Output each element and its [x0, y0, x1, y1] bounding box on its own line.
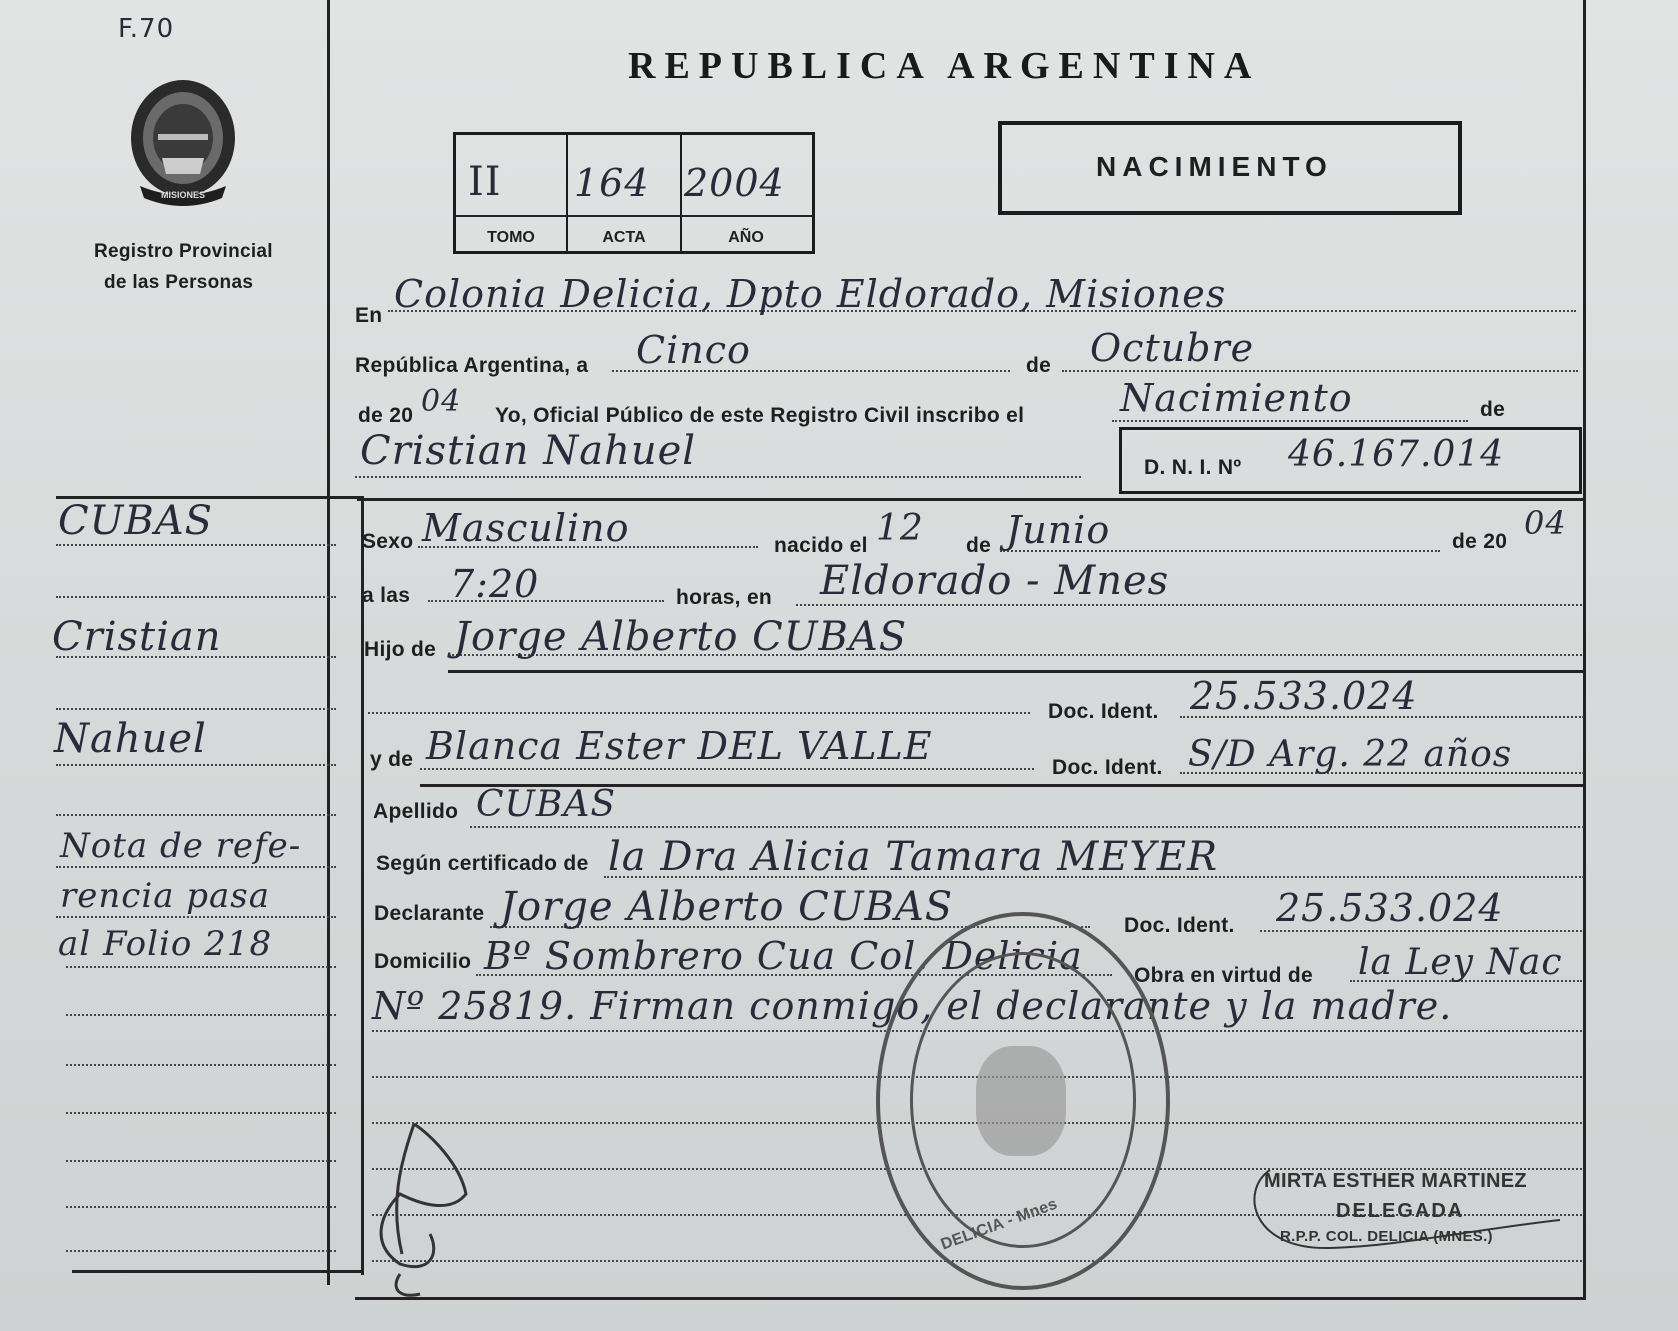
- de20-label: de 20: [358, 404, 414, 427]
- signature-scribble: [370, 1104, 510, 1304]
- official-signature-stamp: [1250, 1160, 1580, 1256]
- apellido-label: Apellido: [373, 800, 459, 823]
- yde-label: y de: [370, 748, 414, 771]
- declarante-doc-value: 25.533.024: [1276, 886, 1504, 930]
- official-title: DELEGADA: [1336, 1200, 1465, 1222]
- anio-value: 04: [421, 384, 462, 419]
- acto-value: Nacimiento: [1120, 376, 1353, 420]
- tomo-label: TOMO: [487, 229, 535, 246]
- margin-column-border: [361, 500, 364, 1275]
- folio-number: F.70: [118, 14, 175, 44]
- obra-label: Obra en virtud de: [1134, 964, 1313, 987]
- hijo-label: Hijo de: [364, 638, 437, 661]
- nacido-label: nacido el: [774, 534, 868, 557]
- margin-line-6: [56, 814, 336, 816]
- de-label: de: [1026, 354, 1052, 377]
- nombre-value: Cristian Nahuel: [360, 428, 697, 474]
- dni-box: [1119, 427, 1582, 494]
- padre-value: Jorge Alberto CUBAS: [454, 614, 908, 660]
- margin-line-8: [56, 916, 336, 918]
- padre-underline: [448, 670, 1586, 673]
- margin-line-12: [66, 1112, 336, 1114]
- margin-line-10: [66, 1014, 336, 1016]
- apellido-line: [470, 826, 1584, 828]
- margin-line-5: [56, 764, 336, 766]
- doc-label-2: Doc. Ident.: [1052, 756, 1163, 779]
- padre-doc-value: 25.533.024: [1190, 674, 1418, 718]
- margin-line-1: [56, 544, 336, 546]
- ley-value: la Ley Nac: [1358, 942, 1563, 983]
- nac-mes-value: Junio: [1006, 508, 1111, 552]
- margin-line-2: [56, 596, 336, 598]
- de20b-label: de 20: [1452, 530, 1508, 553]
- acta-label: ACTA: [602, 229, 646, 246]
- doc-label-3: Doc. Ident.: [1124, 914, 1235, 937]
- margin-line-4: [56, 708, 336, 710]
- stamp-emblem: [976, 1046, 1066, 1156]
- margin-nombre1: Cristian: [52, 614, 222, 660]
- domicilio-label: Domicilio: [374, 950, 472, 973]
- round-stamp-text: DELICIA - Mnes: [938, 1195, 1060, 1254]
- sexo-value: Masculino: [422, 506, 630, 550]
- segun-label: Según certificado de: [376, 852, 589, 875]
- nac-dia-value: 12: [876, 508, 924, 549]
- margin-column-bottom: [72, 1270, 364, 1273]
- margin-nota3: al Folio 218: [58, 924, 273, 964]
- right-frame-border: [1583, 0, 1586, 1300]
- official-office: R.P.P. COL. DELICIA (MNES.): [1280, 1228, 1493, 1245]
- yo-label: Yo, Oficial Público de este Registro Civil inscribo el: [495, 404, 1025, 427]
- ley-cont-value: Nº 25819. Firman conmigo, el declarante y la madre.: [372, 984, 1453, 1028]
- official-name: MIRTA ESTHER MARTINEZ: [1264, 1170, 1527, 1192]
- declarante-label: Declarante: [374, 902, 485, 925]
- margin-line-9: [66, 966, 336, 968]
- misiones-seal-logo: [122, 74, 244, 210]
- de2-label: de: [1480, 398, 1506, 421]
- tomo-cell: [456, 135, 568, 251]
- acta-value: 164: [574, 161, 650, 205]
- sexo-label: Sexo: [362, 530, 414, 553]
- lugar-value: Colonia Delicia, Dpto Eldorado, Misiones: [394, 272, 1227, 316]
- nac-anio-value: 04: [1524, 504, 1567, 542]
- padre-extra-line: [368, 712, 1030, 714]
- madre-doc-value: S/D Arg. 22 años: [1188, 734, 1513, 775]
- alas-label: a las: [362, 584, 411, 607]
- registry-line1: Registro Provincial: [94, 241, 273, 262]
- margin-line-3: [56, 656, 336, 658]
- acta-cell: [568, 135, 682, 251]
- margin-line-7: [56, 866, 336, 868]
- book-reference-box: [453, 132, 815, 254]
- left-column-border: [327, 0, 330, 1285]
- republica-label: República Argentina, a: [355, 354, 589, 377]
- madre-line: [420, 768, 1034, 770]
- margin-line-15: [66, 1250, 336, 1252]
- dia-value: Cinco: [636, 328, 751, 372]
- lugar-nac-line: [796, 604, 1582, 606]
- margin-apellido: CUBAS: [58, 498, 213, 544]
- dni-value: 46.167.014: [1288, 434, 1505, 475]
- margin-line-13: [66, 1160, 336, 1162]
- margin-nombre2: Nahuel: [54, 716, 207, 762]
- lugar-nac-value: Eldorado - Mnes: [820, 558, 1170, 604]
- hora-value: 7:20: [450, 562, 540, 606]
- book-box-divider: [456, 215, 812, 217]
- acto-line: [1112, 420, 1468, 422]
- dni-label: D. N. I. Nº: [1144, 456, 1242, 479]
- margin-nota1: Nota de refe-: [60, 826, 302, 866]
- en-label: En: [355, 304, 383, 327]
- margin-nota2: rencia pasa: [60, 876, 271, 916]
- round-official-stamp: [876, 912, 1170, 1290]
- tomo-value: II: [468, 159, 502, 205]
- registry-line2: de las Personas: [104, 272, 254, 293]
- nombre-line: [355, 476, 1081, 478]
- ano-value: 2004: [684, 161, 785, 205]
- domicilio-value: Bº Sombrero Cua Col. Delicia: [484, 934, 1083, 978]
- bottom-frame-border: [355, 1297, 1585, 1300]
- ano-cell: [682, 135, 810, 251]
- seal-text: MISIONES: [160, 190, 206, 200]
- declarante-value: Jorge Alberto CUBAS: [500, 884, 954, 930]
- margin-line-14: [66, 1206, 336, 1208]
- country-title: REPUBLICA ARGENTINA: [628, 45, 1261, 87]
- apellido-value: CUBAS: [476, 784, 616, 825]
- record-type-box: [998, 121, 1462, 215]
- margin-line-11: [66, 1064, 336, 1066]
- mes-value: Octubre: [1090, 326, 1255, 370]
- de3-label: de: [966, 534, 992, 557]
- record-type-label: NACIMIENTO: [1096, 151, 1333, 182]
- doc-label-1: Doc. Ident.: [1048, 700, 1159, 723]
- mes-line: [1062, 370, 1578, 372]
- certificado-value: la Dra Alicia Tamara MEYER: [608, 834, 1219, 880]
- section-divider-1: [357, 498, 1585, 501]
- horas-label: horas, en: [676, 586, 773, 609]
- ano-label: AÑO: [728, 229, 764, 246]
- madre-value: Blanca Ester DEL VALLE: [426, 724, 933, 768]
- declarante-doc-line: [1260, 930, 1582, 932]
